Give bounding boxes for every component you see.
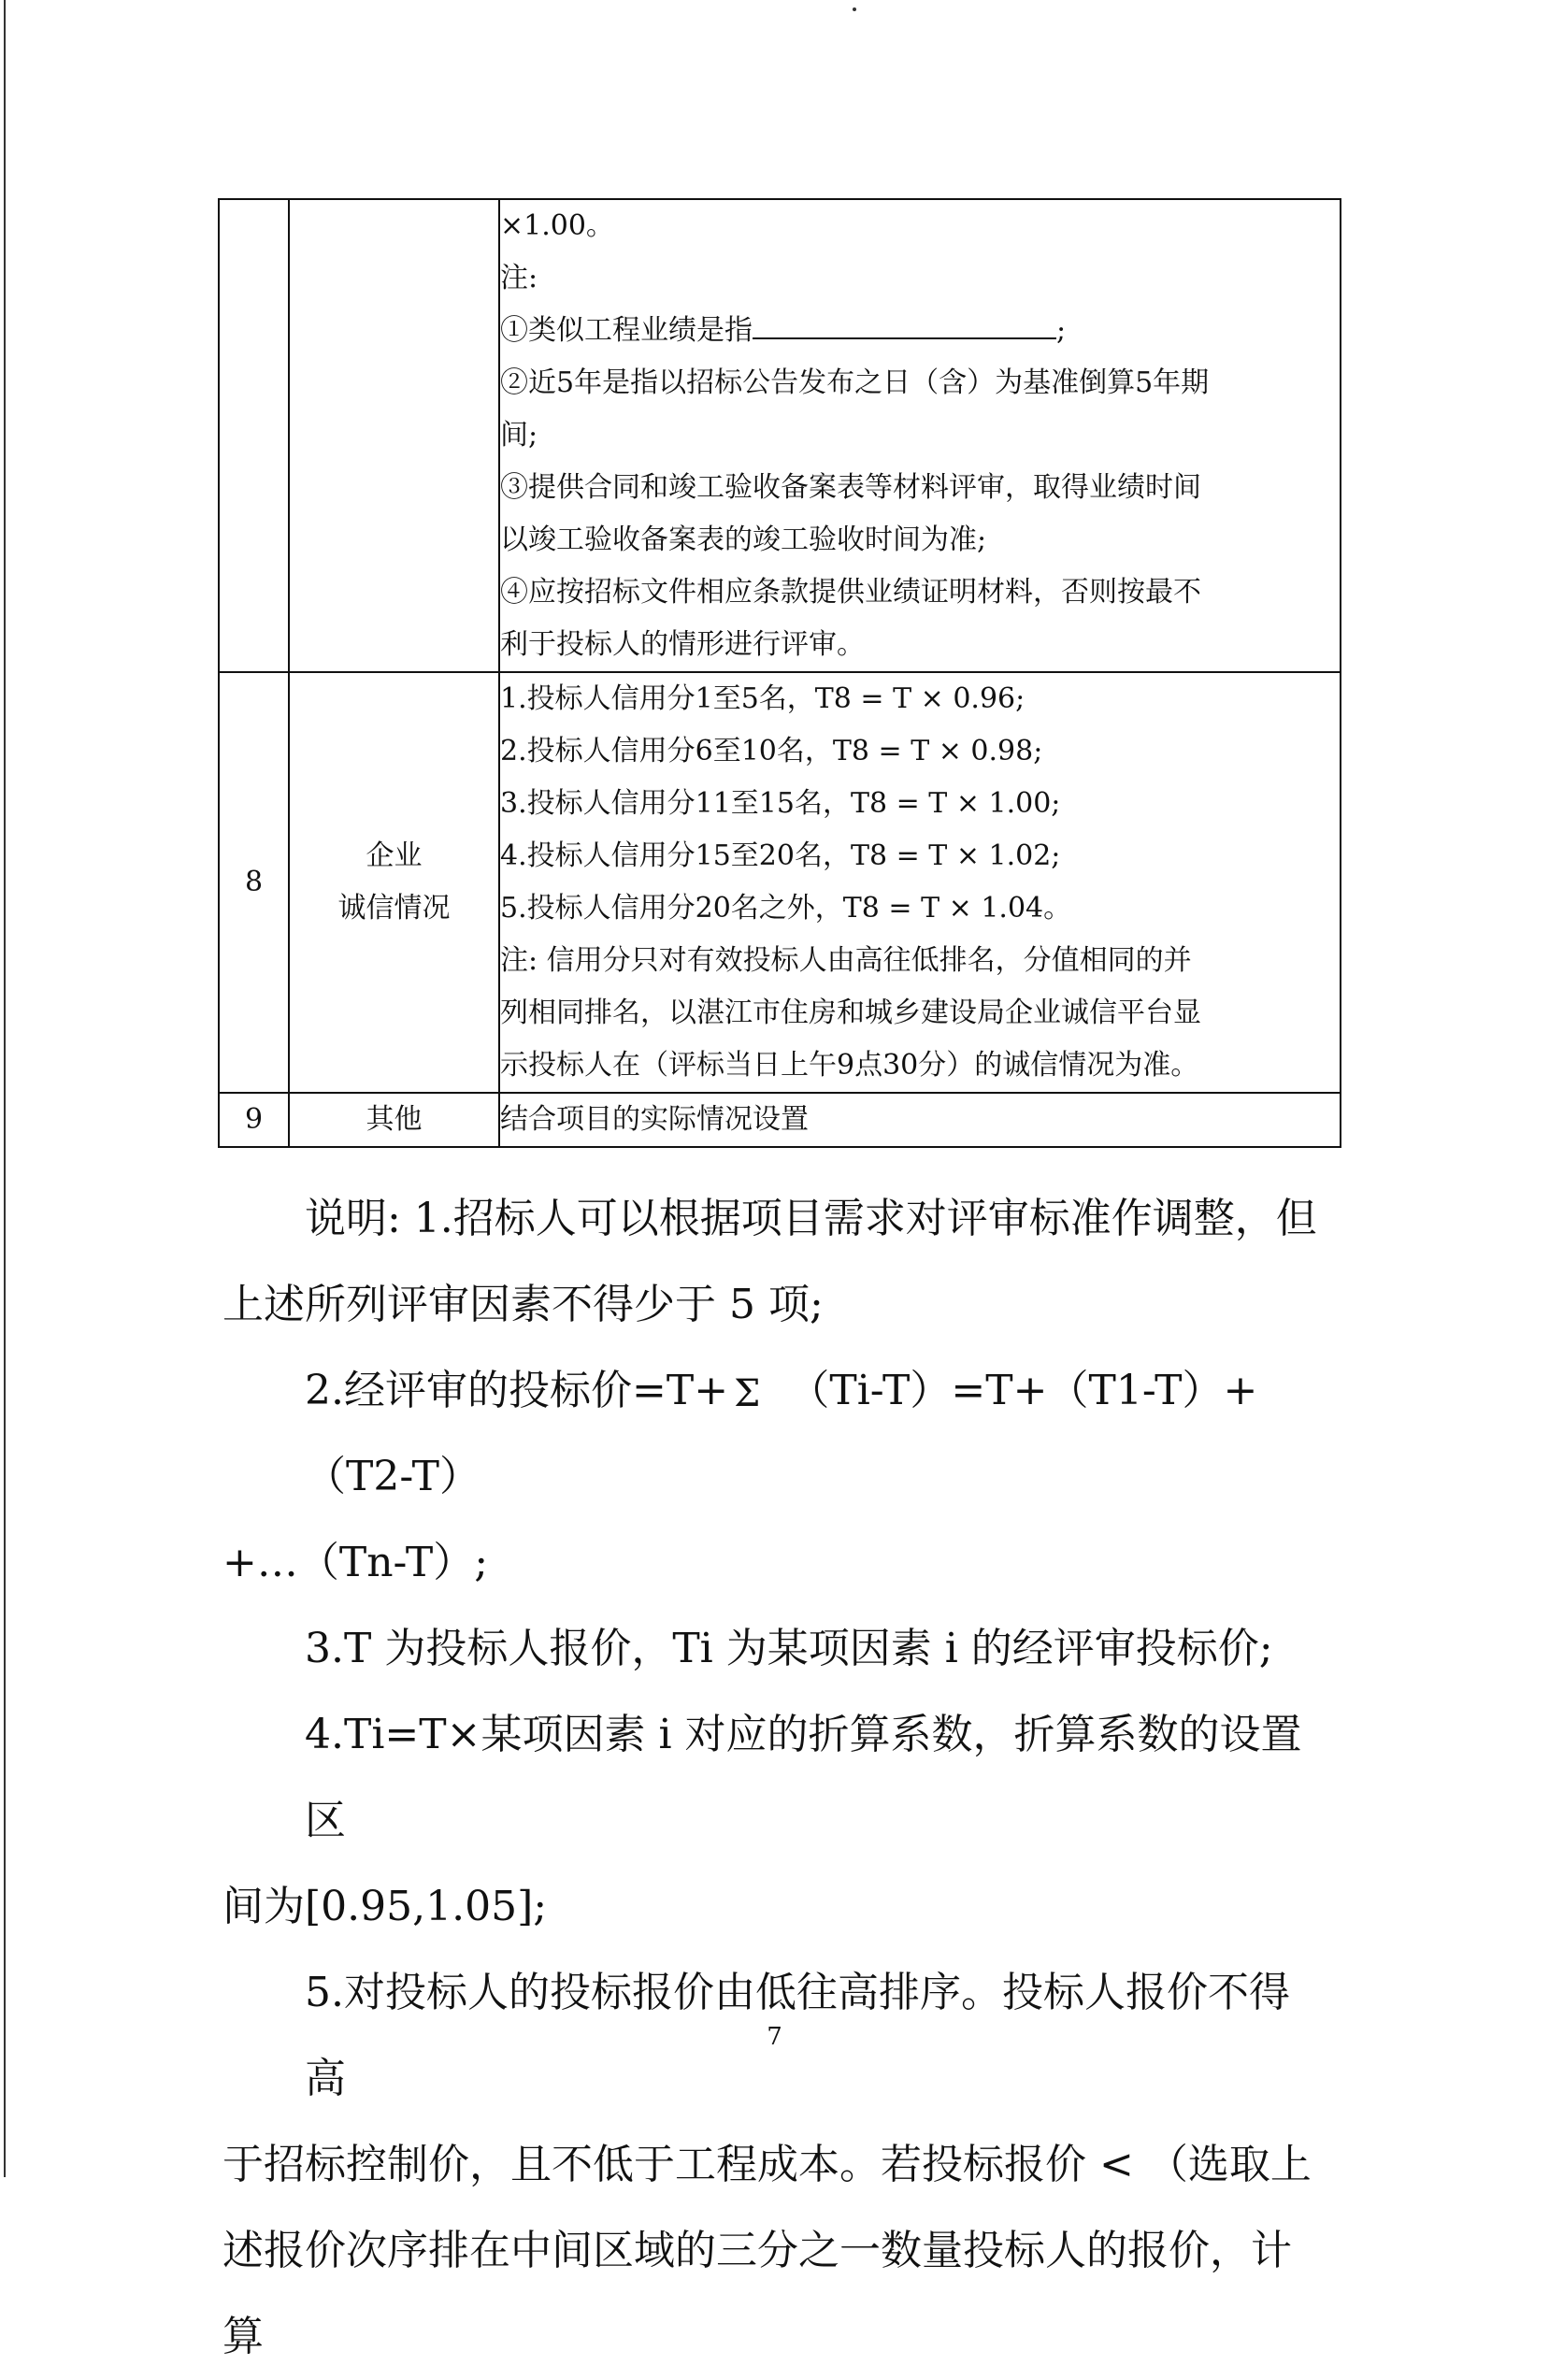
cell-name: 其他	[289, 1093, 499, 1147]
note-5-line-3: 述报价次序排在中间区域的三分之一数量投标人的报价，计算	[222, 2227, 1292, 2360]
content-line: ③提供合同和竣工验收备案表等材料评审，取得业绩时间	[500, 471, 1201, 504]
note-4-line-2: 间为[0.95,1.05];	[222, 1883, 548, 1930]
content-line: 注:	[500, 262, 538, 294]
cell-name-empty	[289, 199, 499, 672]
cell-name-line: 诚信情况	[337, 892, 451, 925]
note-5-line-2: 于招标控制价，且不低于工程成本。若投标报价 < （选取上	[222, 2141, 1312, 2188]
fill-in-blank	[753, 306, 1056, 339]
note-1-line-1: 说明: 1.招标人可以根据项目需求对评审标准作调整，但	[305, 1195, 1317, 1242]
content-line: 2.投标人信用分6至10名，T8 = T × 0.98;	[500, 735, 1043, 767]
content-line: 示投标人在（评标当日上午9点30分）的诚信情况为准。	[500, 1049, 1199, 1082]
table-row-9	[219, 1093, 1341, 1147]
content-line: 5.投标人信用分20名之外，T8 = T × 1.04。	[500, 892, 1072, 925]
cell-number-empty	[219, 199, 289, 672]
cell-content	[499, 672, 1341, 1093]
page-number: 7	[767, 2023, 782, 2051]
note-4-line-1: 4.Ti=T×某项因素 i 对应的折算系数，折算系数的设置区	[305, 1711, 1302, 1844]
content-line: 3.投标人信用分11至15名，T8 = T × 1.00;	[500, 787, 1061, 820]
evaluation-table	[218, 198, 1341, 1148]
formula-suffix: （Ti-T）=T+（T1-T）+（T2-T）	[305, 1367, 1258, 1500]
content-line: ④应按招标文件相应条款提供业绩证明材料，否则按最不	[500, 576, 1201, 609]
table-row-8	[219, 672, 1341, 1093]
content-line: 列相同排名，以湛江市住房和城乡建设局企业诚信平台显	[500, 996, 1201, 1029]
note-3: 3.T 为投标人报价，Ti 为某项因素 i 的经评审投标价;	[305, 1625, 1273, 1672]
content-line: 以竣工验收备案表的竣工验收时间为准;	[500, 523, 987, 556]
scan-edge	[4, 0, 6, 2177]
content-line: ②近5年是指以招标公告发布之日（含）为基准倒算5年期	[500, 366, 1210, 399]
note-1-line-2: 上述所列评审因素不得少于 5 项;	[222, 1281, 824, 1328]
summation-symbol: Σ	[734, 1371, 761, 1415]
cell-number: 9	[219, 1093, 289, 1147]
cell-content	[499, 199, 1341, 672]
cell-content	[499, 1093, 1341, 1147]
note-5-line-1: 5.对投标人的投标报价由低往高排序。投标人报价不得高	[305, 1969, 1290, 2102]
scan-mark	[853, 7, 856, 11]
notes-section	[222, 1176, 1326, 2380]
content-line-text: ①类似工程业绩是指	[500, 314, 753, 347]
content-line: ×1.00。	[500, 209, 614, 242]
content-line: 利于投标人的情形进行评审。	[500, 628, 865, 661]
content-line: 间;	[500, 419, 538, 452]
content-line: 注: 信用分只对有效投标人由高往低排名，分值相同的并	[500, 944, 1192, 977]
cell-number: 8	[219, 672, 289, 1093]
cell-name	[289, 672, 499, 1093]
content-line: 结合项目的实际情况设置	[500, 1103, 809, 1136]
cell-name-line: 企业	[366, 839, 423, 872]
formula-prefix: 2.经评审的投标价=T+	[305, 1367, 729, 1414]
note-2-line-1	[222, 1348, 1326, 1520]
content-line: 1.投标人信用分1至5名，T8 = T × 0.96;	[500, 682, 1025, 715]
table-row-continued	[219, 199, 1341, 672]
note-2-line-2: +…（Tn-T）;	[222, 1539, 489, 1586]
blank-suffix: ;	[1056, 314, 1067, 347]
content-line	[500, 305, 1340, 357]
content-line: 4.投标人信用分15至20名，T8 = T × 1.02;	[500, 839, 1061, 872]
